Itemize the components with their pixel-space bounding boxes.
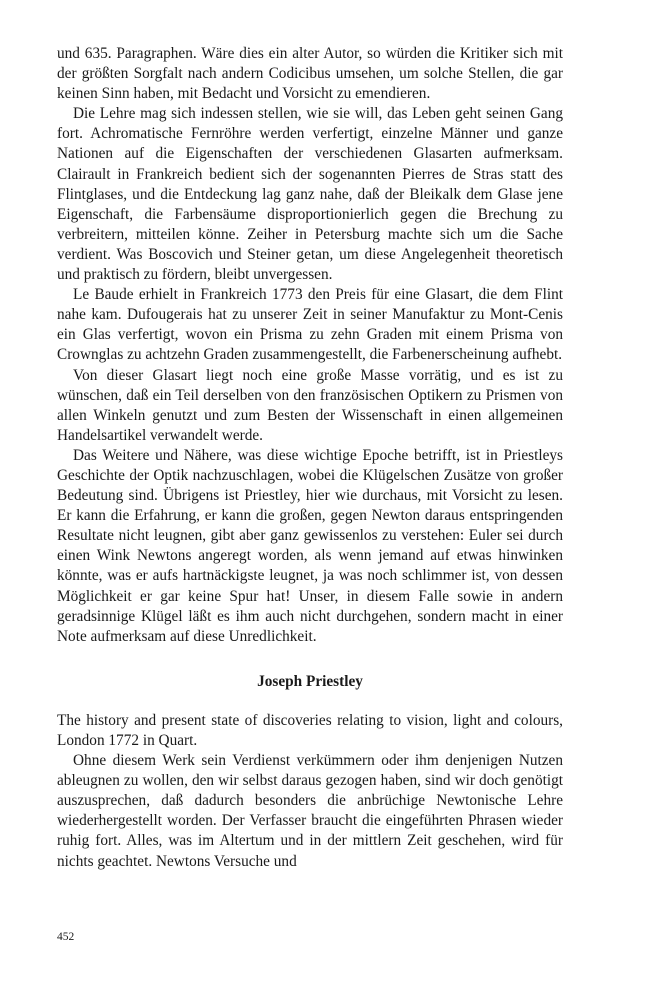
page-number: 452 [57, 931, 75, 943]
paragraph-priestley-history: Das Weitere und Nähere, was diese wichtige Epoche betrifft, ist in Priestleys Geschichte der Optik nachzuschlagen, wobei die Klügelschen Zusätze von großer Bedeutung sind. Übrigens ist Priestley, hier wie durchaus, mit Vorsicht zu lesen. Er kann die Erfahrung, er kann die großen, gegen Newton daraus entspringenden Resultate nicht leugnen, gibt aber ganz gewissenlos zu verstehen: Euler sei durch einen Wink Newtons angeregt worden, als wenn jemand auf etwas hinwinken könnte, was er aufs hartnäckigste leugnet, ja was noch schlimmer ist, von dessen Möglichkeit er gar keine Spur hat! Unser, in diesem Falle sowie in andern geradsinnige Klügel läßt es ihm auch nicht durchgehen, sondern macht in einer Note aufmerksam auf diese Unredlichkeit. [57, 446, 563, 645]
page-body [57, 44, 563, 872]
paragraph-le-baude: Le Baude erhielt in Frankreich 1773 den Preis für eine Glasart, die dem Flint nahe kam. Dufougerais hat zu unserer Zeit in seiner Manufaktur zu Mont-Cenis ein Glas verfertigt, wovon ein Prisma zu zehn Graden mit einem Prisma von Crownglas zu achtzehn Graden zusammengestellt, die Farbenerscheinung aufhebt. [57, 286, 563, 364]
paragraph-glass-stock: Von dieser Glasart liegt noch eine große Masse vorrätig, und es ist zu wünschen, daß ein Teil derselben von den französischen Optikern zu Prismen von allen Winkeln genutzt und zum Besten der Wissenschaft in einen allgemeinen Handelsartikel verwandelt werde. [57, 366, 563, 444]
paragraph-continuation: und 635. Paragraphen. Wäre dies ein alter Autor, so würden die Kritiker sich mit der größten Sorgfalt nach andern Codicibus umsehen, um solche Stellen, die gar keinen Sinn haben, mit Bedacht und Vorsicht zu emendieren. [57, 45, 563, 103]
paragraph-achromatic-telescopes: Die Lehre mag sich indessen stellen, wie sie will, das Leben geht seinen Gang fort. Achromatische Fernröhre werden verfertigt, einzelne Männer und ganze Nationen auf die Eigenschaften der verschiedenen Glasarten aufmerksam. Clairault in Frankreich bedient sich der sogenannten Pierres de Stras statt des Flintglases, und die Entdeckung lag ganz nahe, daß der Bleikalk dem Glase jene Eigenschaft, die Farbensäume disproportionierlich gegen die Brechung zu verbreitern, mitteilen könne. Zeiher in Petersburg machte sich um die Sache verdient. Was Boscovich und Steiner getan, um diese Angelegenheit theoretisch und praktisch zu fördern, bleibt unvergessen. [57, 105, 563, 284]
section-heading: Joseph Priestley [257, 672, 363, 690]
paragraph-book-title: The history and present state of discoveries relating to vision, light and colours, London 1772 in Quart. [57, 711, 563, 749]
paragraph-priestley-critique: Ohne diesem Werk sein Verdienst verkümmern oder ihm denjenigen Nutzen ableugnen zu wollen, den wir selbst daraus gezogen haben, sind wir doch genötigt auszusprechen, daß dadurch besonders die anbrüchige Newtonische Lehre wiederhergestellt worden. Der Verfasser braucht die eingeführten Phrasen wieder ruhig fort. Alles, was im Altertum und in der mittlern Zeit geschehen, wird für nichts geachtet. Newtons Versuche und [57, 752, 563, 870]
